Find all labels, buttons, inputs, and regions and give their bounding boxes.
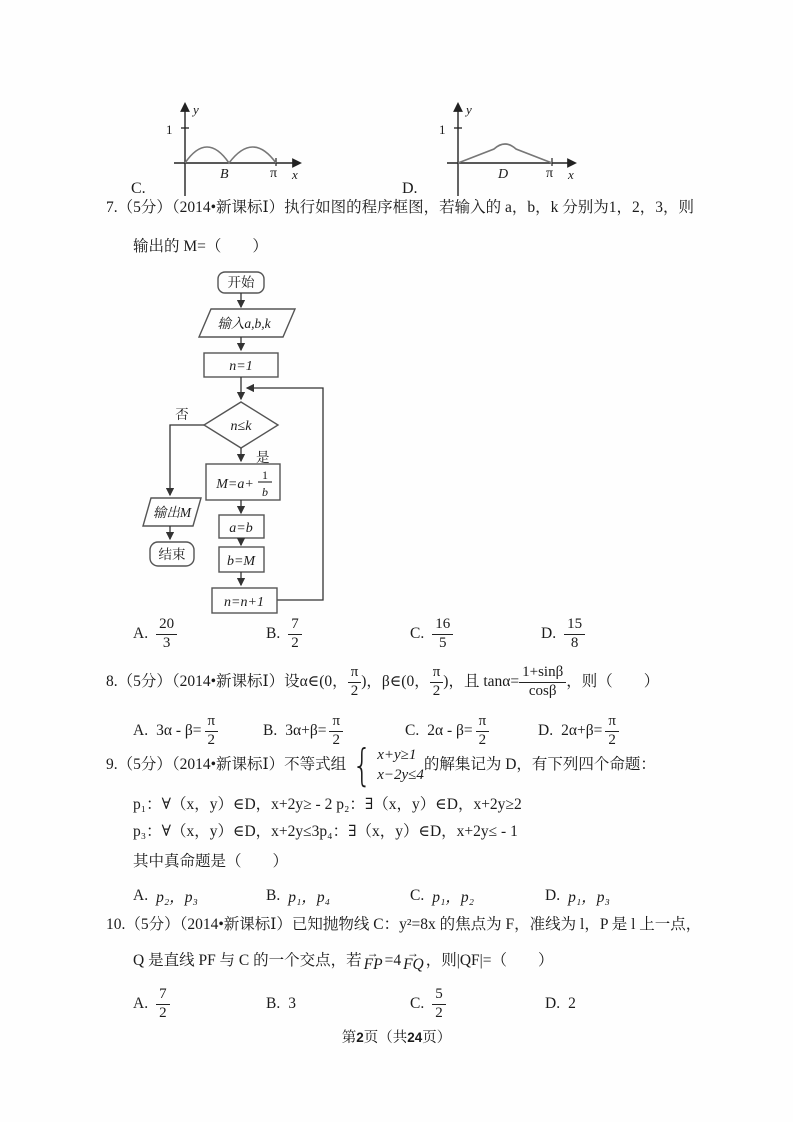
q8-seg4: ，则（ ） xyxy=(566,673,660,691)
q7-option-c: C. $\frac{16}{5}$ xyxy=(410,612,453,656)
y-axis-label: y xyxy=(193,102,199,117)
output-label: 输出M xyxy=(152,505,192,520)
q8-option-a: A. 3α - β= $\frac{\pi}{2}$ xyxy=(133,708,218,754)
step2-label: b=M xyxy=(226,554,256,569)
option-c-graph xyxy=(128,92,318,204)
no-branch-line xyxy=(170,425,204,495)
q10-eq: =4 xyxy=(384,952,402,970)
input-label: 输入a,b,k xyxy=(217,316,271,331)
curve-two-humps xyxy=(185,147,276,163)
q8-text: 8.（5分）（2014•新课标Ⅰ）设α∈(0， $\frac{\pi}{2}$ )，β∈(0， $\frac{\pi}{2}$ )，且 tanα= $\frac{1+\sin\beta}{\cos\beta}$ ，则（ ） xyxy=(106,663,660,699)
q9-seg2: 的解集记为 D，有下列四个命题： xyxy=(423,756,656,774)
start-label: 开始 xyxy=(227,275,255,290)
q7-flowchart xyxy=(140,268,340,620)
option-letter: C. xyxy=(410,625,425,642)
pi-label: π xyxy=(270,166,278,181)
curve-single-peak xyxy=(458,144,552,163)
option-letter: B. xyxy=(266,625,281,642)
q9-option-b: B. p₁，p₄ xyxy=(266,887,330,906)
q7-option-d: D. $\frac{15}{8}$ xyxy=(541,612,585,656)
option-letter: D. xyxy=(541,625,557,642)
current-page-number: 2 xyxy=(356,1030,364,1045)
q9-proposition-line1: p₁：∀（x，y）∈D，x+2y≥ - 2 p₂：∃（x，y）∈D，x+2y≥2 xyxy=(133,796,522,813)
q10-text-line2 xyxy=(133,946,554,976)
q10-seg2: ，则|QF|=（ ） xyxy=(425,952,554,970)
q8-seg1: 8.（5分）（2014•新课标Ⅰ）设α∈(0， xyxy=(106,673,348,691)
end-label: 结束 xyxy=(158,547,186,562)
total-page-count: 24 xyxy=(407,1030,423,1045)
step1-label: a=b xyxy=(229,521,253,536)
q8-option-d: D. 2α+β= $\frac{\pi}{2}$ xyxy=(538,708,619,754)
q8-seg2: )，β∈(0， xyxy=(361,673,430,691)
q7-text-line2: 输出的 M=（ ） xyxy=(133,238,268,255)
q8-option-c: C. 2α - β= $\frac{\pi}{2}$ xyxy=(405,708,489,754)
q9-seg1: 9.（5分）（2014•新课标Ⅰ）不等式组 xyxy=(106,756,347,774)
q9-options-row xyxy=(0,884,793,908)
inequality-system xyxy=(377,746,424,784)
system-row1: x+y≥1 xyxy=(377,747,417,763)
q9-prompt: 其中真命题是（ ） xyxy=(133,853,289,870)
q9-text xyxy=(106,740,656,790)
curve-label-d: D xyxy=(498,167,509,182)
q7-options-row xyxy=(0,612,793,656)
system-row2: x−2y≤4 xyxy=(377,767,424,783)
option-d-letter: D. xyxy=(402,180,418,197)
q10-option-d: D. 2 xyxy=(545,995,576,1012)
page-footer: 第2页（共24页） xyxy=(341,1030,452,1046)
y-axis-label: y xyxy=(466,102,472,117)
q8-seg3: )，且 tanα= xyxy=(443,673,520,691)
option-c-letter: C. xyxy=(131,180,146,197)
no-branch-label: 否 xyxy=(175,407,189,422)
option-letter: A. xyxy=(133,625,149,642)
init-label: n=1 xyxy=(229,359,253,374)
pi-label: π xyxy=(546,166,554,181)
one-label: 1 xyxy=(166,122,173,137)
assign-denominator: b xyxy=(262,485,268,499)
x-axis-label: x xyxy=(568,167,574,182)
q10-options-row xyxy=(0,982,793,1026)
vector-fq: → FQ xyxy=(403,946,424,973)
q9-option-c: C. p₁，p₂ xyxy=(410,887,474,906)
q10-seg1: Q 是直线 PF 与 C 的一个交点，若 xyxy=(133,952,362,970)
yes-branch-label: 是 xyxy=(256,450,270,465)
assign-numerator: 1 xyxy=(262,468,268,482)
q10-text-line1: 10.（5分）（2014•新课标Ⅰ）已知抛物线 C：y²=8x 的焦点为 F，准线为 l，P 是 l 上一点， xyxy=(106,916,702,933)
q7-text-line1: 7.（5分）（2014•新课标Ⅰ）执行如图的程序框图，若输入的 a，b，k 分别为1，2，3，则 xyxy=(106,199,695,216)
system-brace: { xyxy=(352,739,372,791)
q9-option-d: D. p₁，p₃ xyxy=(545,887,610,906)
option-d-graph xyxy=(398,92,596,204)
vector-fp: → FP xyxy=(363,946,383,973)
q10-option-a: A. $\frac{7}{2}$ xyxy=(133,982,170,1026)
one-label: 1 xyxy=(439,122,446,137)
step3-label: n=n+1 xyxy=(224,595,264,610)
x-axis-label: x xyxy=(292,167,298,182)
condition-label: n≤k xyxy=(230,419,252,434)
loop-line xyxy=(247,388,323,600)
q7-option-b: B. $\frac{7}{2}$ xyxy=(266,612,302,656)
q9-option-a: A. p₂，p₃ xyxy=(133,887,198,906)
curve-label-b: B xyxy=(220,167,229,182)
q10-option-c: C. $\frac{5}{2}$ xyxy=(410,982,446,1026)
assign-prefix: M=a+ xyxy=(216,477,254,492)
q10-option-b: B. 3 xyxy=(266,995,296,1012)
q9-proposition-line2: p₃：∀（x，y）∈D，x+2y≤3p₄：∃（x，y）∈D，x+2y≤ - 1 xyxy=(133,823,518,840)
q7-option-a: A. $\frac{20}{3}$ xyxy=(133,612,177,656)
q8-option-b: B. 3α+β= $\frac{\pi}{2}$ xyxy=(263,708,343,754)
